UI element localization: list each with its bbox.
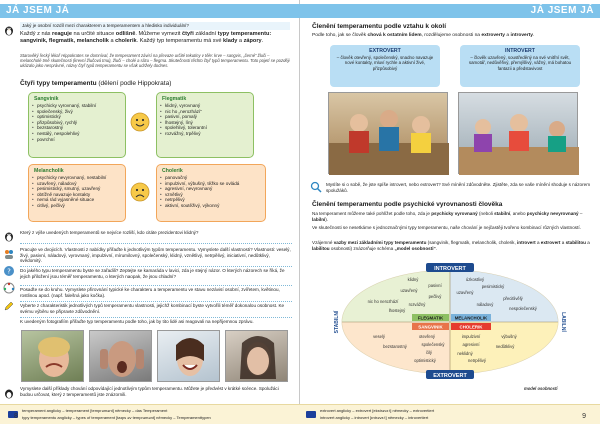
diagram-word: impulzivní	[461, 334, 481, 339]
list-item: • agresivní, nevyrovnaný	[165, 186, 261, 192]
caption-task: Vymyslete další příklady chování odpovídající jednotlivým typům temperamentu. Můžete je předvést v krátké scénce. Spolužáci budou určovat, který z temperamentů jste znázornili.	[20, 386, 279, 397]
list-item: • povrchní	[37, 137, 121, 143]
list-item: • nic ho „nerozhází“	[165, 109, 249, 115]
question-4: Posaďte se do kruhu. Vymyslete přirovnání typické ke charakteru a temperamentu ve stavu nezávisí osobní, zvířetem, květinou, rostlinou apod. (např. falešná jako kočka).	[20, 287, 280, 298]
diagram-word: náladový	[476, 302, 494, 307]
group-work-icon	[3, 248, 15, 260]
diagram-caption: model osobnosti	[524, 386, 558, 391]
pencil-icon	[3, 300, 15, 312]
section2-text: Na temperament můžeme také pohlížet podle toho, zda je psychicky vyrovnaný (neboli stabilní, anebo psychicky nevyrovnaný – labilní).	[312, 211, 583, 222]
question-6: K uvedeným fotografiím přiřaďte typ temperamentu podle toho, jak by tito lidé asi reagovali na nepříjemnou zprávu.	[20, 319, 254, 324]
question-5: Vyberte z charakteristik jednotlivých typů temperamentu vlastnosti, jejichž kombinací byste vytvořili téměř dokonalou osobnost. Ke svému výběru se připravte zdůvodnění.	[20, 303, 285, 314]
smiley-sad-icon	[130, 182, 150, 202]
sangvinik-list	[29, 103, 125, 142]
personality-model-diagram	[335, 262, 565, 380]
section1-heading: Členění temperamentu podle vztahu k okolí	[312, 23, 446, 30]
list-item: • psychicky vyrovnaný, stabilní	[37, 103, 121, 109]
diagram-word: lhostejný	[388, 308, 406, 313]
diagram-word: úzkostlivý	[465, 277, 485, 282]
extrovert-title: EXTROVERT	[369, 48, 401, 54]
vocabulary-line: typy temperamentu anglicky – types of temperament [taɪps əv temprəmənt] německy – Temperamenttypen	[22, 415, 211, 420]
flegmatik-title: Flegmatik	[162, 96, 187, 102]
sangvinik-box	[28, 92, 126, 158]
melancholik-list	[29, 175, 125, 209]
flegmatik-list	[157, 103, 253, 137]
photo-sad-woman	[225, 330, 288, 382]
introvert-title: INTROVERT	[505, 48, 535, 54]
right-page	[300, 0, 600, 424]
diagram-word: otevřený	[418, 334, 436, 339]
list-item: • pasivní, pomalý	[165, 114, 249, 120]
melancholik-title: Melancholik	[34, 168, 64, 174]
vocabulary-line: extrovert anglicky – extrovert [ekstrəvɜːt] německy – extrovertiert	[320, 408, 435, 413]
diagram-word: netrpělivý	[468, 358, 486, 363]
page-number: 9	[582, 413, 586, 420]
sangvinik-title: Sangvinik	[34, 96, 59, 102]
diagram-word: bezstarostný	[383, 344, 407, 349]
hippocrates-note: Starověký řecký lékař Hippokrates se domníval, že temperament závisí na převaze určité tekutiny v těle: krve – sangvis, „černé“ žluči – melancholé tmě skutečnosti (krevní žlučová tmu), žluči – cholé a slizu – flegma. Skutečnosti těchto čtyř typů temperamentu. Toto pojetí se později ukázalo jako nesprávné, názvy čtyř typů temperamentu se však udržely dodnes.	[20, 53, 290, 69]
question-icon	[3, 265, 15, 277]
photo-screaming-man	[89, 330, 152, 382]
diagram-word: výbušný	[501, 334, 517, 339]
diagram-word: neklidný	[457, 351, 473, 356]
diagram-word: čilý	[425, 350, 433, 355]
introvert-axis-label: INTROVERT	[434, 265, 466, 272]
list-item: • spolehlivý, tolerantní	[165, 125, 249, 131]
list-item: • netrpělivý	[165, 197, 261, 203]
cholerik-label: CHOLERIK	[459, 324, 483, 330]
flegmatik-box	[156, 92, 254, 158]
diagram-word: pečlivý	[428, 294, 442, 299]
sangvinik-label: SANGVINIK	[418, 324, 443, 330]
intro-question: Jaký je osobní rozdíl mezi charakterem a temperamentem a hledisko individuální?	[20, 22, 290, 30]
diagram-word: nedůtklivý	[495, 344, 515, 349]
diagram-word: nespolečenský	[509, 306, 537, 311]
cholerik-box	[156, 164, 266, 222]
right-footer	[300, 404, 600, 424]
section2-text3: Vzájemné vazby mezi základními typy temperamentu (sangvinik, flegmatik, melancholik, cholerik, introvert a extrovert a stabilitou a labilitou osobnosti) znázorňuje schéma „model osobnosti“.	[312, 240, 590, 251]
list-item: • obtížně navazuje kontakty	[37, 192, 121, 198]
photo-laughing-woman	[157, 330, 220, 382]
list-item: • optimistický	[37, 114, 121, 120]
introvert-description: – člověk uzavřený, soustředěný na své vnitřní svět, samotář, nedůvěřivý, přemýšlivý, vážný, má bohatou fantazii a představivost	[468, 55, 572, 71]
diagram-word: společenský	[421, 342, 445, 347]
divider	[20, 266, 292, 267]
types-heading: Čtyři typy temperamentu (dělení podle Hippokrata)	[20, 80, 172, 87]
labile-axis-label: LABILNÍ	[560, 312, 566, 332]
penguin-icon	[3, 230, 15, 242]
question-2: Pracujte ve dvojicích. Vlastnosti z nabídky přiřaďte k jednotlivým typům temperamentu. Vymyslete další vlastnosti? Vlastnosti: veselý, živý, pasivní, náladový, vyrovnaný, impulzivní, mírumilovný, společenský, klidný, vznětlivý, netrpělivý, iniciativní, nedůtklivý, svědomitý.	[20, 247, 291, 264]
smiley-happy-icon	[130, 112, 150, 132]
left-page-header: JÁ JSEM JÁ	[0, 4, 300, 18]
question-1: Který z výše uvedených temperamentů se nejvíce rozliší, kdo citáte prezidentovi klidný?	[20, 230, 199, 235]
vocabulary-line: temperament anglicky – temperament [temprəmənt] německy – das Temperament	[22, 408, 168, 413]
right-page-header: JÁ JSEM JÁ	[300, 4, 600, 18]
diagram-word: optimistický	[414, 358, 436, 363]
svg-text:?: ?	[7, 267, 11, 276]
extrovert-box	[330, 45, 440, 87]
divider	[20, 301, 292, 302]
list-item: • impulzivní, výbušný, těžko se ovládá	[165, 181, 261, 187]
stable-axis-label: STABILNÍ	[334, 310, 340, 334]
divider	[20, 285, 292, 286]
think-question: Myslíte si o sobě, že jste spíše introvert, nebo extrovert? Své mínění zdůvodněte. Zjistěte, zda se vaše mínění shoduje s názorem spolužáků.	[326, 182, 591, 193]
list-item: • aktivní, soutěživý, výkonný	[165, 203, 261, 209]
extrovert-description: – člověk otevřený, společenský, snadno navazuje nové kontakty, mluví rychle a aktivní živé, přizpůsobivý	[336, 55, 434, 71]
flegmatik-label: FLEGMATIK	[417, 315, 444, 321]
extrovert-axis-label: EXTROVERT	[433, 372, 467, 379]
vocabulary-line: introvert anglicky – introvert [ɪntrəvɜːt] německy – introvertiert	[320, 415, 429, 420]
section2-text2: Ve skutečnosti se nesetkáme s jednoznačnými typy temperamentu, naše chování je nejčastěji tvořeno kombinací různých vlastností.	[312, 225, 581, 230]
page-number: 8	[14, 413, 18, 420]
list-item: • uzavřený, náladový	[37, 181, 121, 187]
photo-classroom-extrovert	[328, 92, 448, 174]
diagram-word: nic ho nerozhází	[367, 299, 399, 304]
section1-text: Podle toho, jak se člověk chová k ostatním lidem, rozdělujeme osobnosti na extroverty a introverty.	[312, 33, 535, 38]
cholerik-list	[157, 175, 265, 209]
magnifier-icon	[310, 180, 322, 192]
list-item: • klidný, vyrovnaný	[165, 103, 249, 109]
diagram-word: agresivní	[462, 342, 480, 347]
melancholik-box	[28, 164, 126, 222]
circle-group-icon	[3, 282, 15, 294]
list-item: • společenský, živý	[37, 109, 121, 115]
photo-classroom-introvert	[458, 92, 578, 174]
list-item: • lhostejný, líný	[165, 120, 249, 126]
eu-flag-icon	[306, 411, 316, 418]
intro-paragraph: Každý z nás reaguje na určité situace odlišně. Můžeme vymezit čtyři základní typy temperamentu: sangvinik, flegmatik, melancholik a cholerik. Každý typ temperamentu má své klady a zápory.	[20, 31, 272, 44]
diagram-word: uzavřený	[456, 290, 474, 295]
introvert-box	[460, 45, 580, 87]
list-item: • pesimistický, smutný, uzavřený	[37, 186, 121, 192]
cholerik-title: Cholerik	[162, 168, 183, 174]
list-item: • nemá rád vyjasněné situace	[37, 197, 121, 203]
diagram-word: veselý	[373, 334, 385, 339]
section2-heading: Členění temperamentu podle psychické vyrovnanosti člověka	[312, 201, 503, 208]
list-item: • přizpůsobivý, rychlý	[37, 120, 121, 126]
list-item: • nestálý, nespolehlivý	[37, 131, 121, 137]
list-item: • psychicky nevyrovnaný, nestabilní	[37, 175, 121, 181]
list-item: • vznětlivý	[165, 192, 261, 198]
left-footer	[0, 404, 300, 424]
photo-crying-child	[21, 330, 84, 382]
list-item: • panovačný	[165, 175, 261, 181]
divider	[20, 243, 292, 244]
list-item: • rozvážný, trpělivý	[165, 131, 249, 137]
diagram-word: uzavřený	[400, 288, 418, 293]
penguin-icon	[3, 387, 15, 399]
diagram-word: klidný	[407, 277, 419, 282]
diagram-word: pesimistický	[481, 284, 505, 289]
diagram-word: pasivní	[428, 283, 442, 288]
melancholik-label: MELANCHOLIK	[454, 315, 488, 321]
list-item: • bezstarostný	[37, 125, 121, 131]
diagram-word: přecitlivělý	[503, 296, 523, 301]
question-3: Do jakého typu temperamentu byste se zařadili? Zeptejte se kamaráda v lavici, zda je stejný názor. O kterých názorech se říká, že jejich přiložení jsou téměř temperamentu, o kterých naopak, že jsou chladní?	[20, 268, 285, 279]
divider	[20, 317, 292, 318]
penguin-icon	[3, 24, 15, 36]
diagram-word: rozvážný	[408, 302, 426, 307]
list-item: • citlivý, pečlivý	[37, 203, 121, 209]
